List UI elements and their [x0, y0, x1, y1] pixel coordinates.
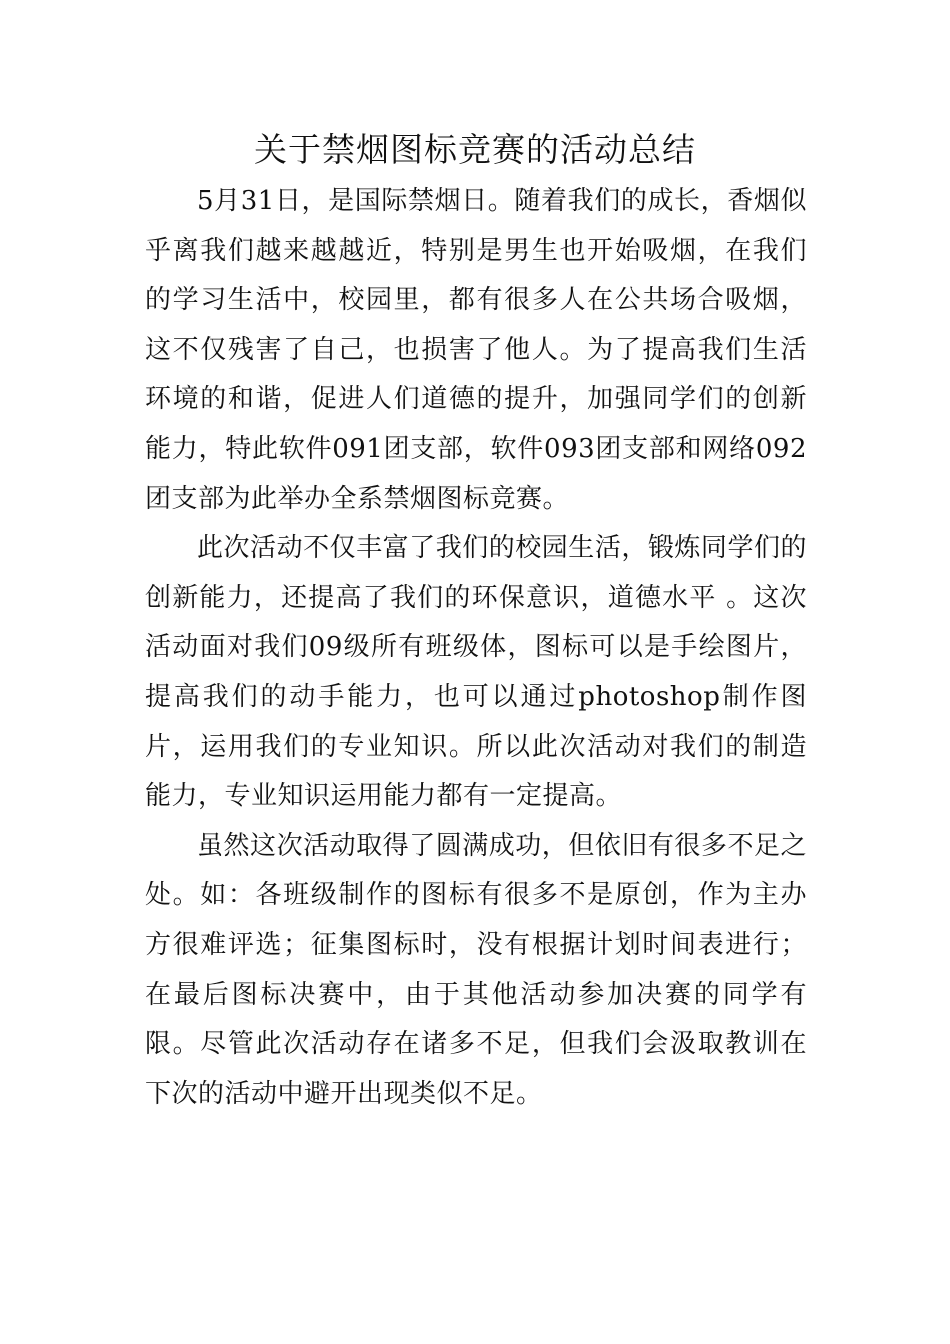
paragraph-shortcomings: 虽然这次活动取得了圆满成功，但依旧有很多不足之处。如：各班级制作的图标有很多不是原创，作为主办方很难评选；征集图标时，没有根据计划时间表进行；在最后图标决赛中，由于其他活动参加决赛的同学有限。尽管此次活动存在诸多不足，但我们会汲取教训在下次的活动中避开出现类似不足。 [145, 830, 807, 1109]
document-title: 关于禁烟图标竞赛的活动总结 [254, 130, 696, 169]
document-body [145, 177, 807, 1119]
paragraph-benefits: 此次活动不仅丰富了我们的校园生活，锻炼同学们的创新能力，还提高了我们的环保意识，道德水平 。这次活动面对我们09级所有班级体，图标可以是手绘图片，提高我们的动手能力，也可以通过photoshop制作图片，运用我们的专业知识。所以此次活动对我们的制造能力，专业知识运用能力都有一定提高。 [145, 533, 807, 812]
paragraph-intro: 5月31日，是国际禁烟日。随着我们的成长，香烟似乎离我们越来越越近，特别是男生也开始吸烟，在我们的学习生活中，校园里，都有很多人在公共场合吸烟，这不仅残害了自己，也损害了他人。为了提高我们生活环境的和谐，促进人们道德的提升，加强同学们的创新能力，特此软件091团支部，软件093团支部和网络092团支部为此举办全系禁烟图标竞赛。 [145, 186, 807, 514]
